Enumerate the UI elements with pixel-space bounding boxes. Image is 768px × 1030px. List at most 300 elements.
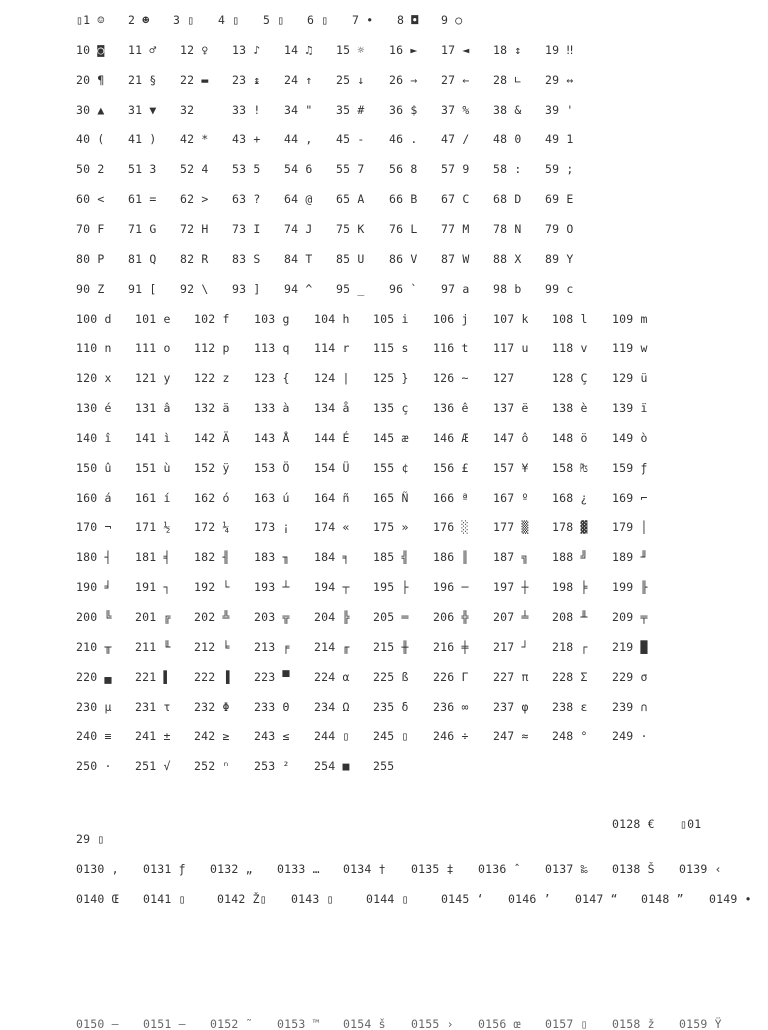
character-entry: 52 4 (180, 162, 209, 177)
character-entry: 162 ó (194, 490, 230, 505)
character-entry: 189 ╜ (612, 550, 648, 565)
character-entry: 157 ¥ (493, 460, 529, 475)
character-entry: 0138 Š (612, 862, 655, 876)
character-entry: 129 ü (612, 371, 648, 386)
character-entry: 108 l (552, 311, 588, 326)
clipped-bottom-row (0, 1016, 768, 1030)
character-entry: 71 G (128, 221, 157, 236)
ascii-row (0, 102, 768, 118)
character-entry: 207 ╧ (493, 610, 529, 624)
character-entry: 0132 „ (210, 862, 253, 876)
character-entry: 214 ╓ (314, 639, 350, 654)
character-entry: 38 & (493, 102, 522, 117)
character-entry: 241 ± (135, 729, 171, 744)
ascii-row (0, 161, 768, 177)
character-entry: 231 τ (135, 699, 171, 714)
character-entry: 89 Y (545, 251, 574, 266)
character-entry: 199 ╟ (612, 580, 648, 595)
character-entry: 0155 › (411, 1017, 454, 1030)
character-entry: 244 ▯ (314, 729, 350, 744)
character-entry: 216 ╪ (433, 639, 469, 654)
character-entry: 154 Ü (314, 460, 350, 475)
character-entry: 60 < (76, 192, 105, 207)
character-entry: 25 ↓ (336, 72, 365, 87)
character-entry: 0153 ™ (277, 1017, 320, 1030)
character-entry: 135 ç (373, 401, 409, 416)
character-entry: 144 É (314, 430, 350, 445)
ascii-row (0, 370, 768, 386)
ascii-row (0, 72, 768, 88)
character-entry: 15 ☼ (336, 42, 365, 57)
character-entry: 253 ² (254, 759, 290, 774)
character-entry: 139 ï (612, 401, 648, 416)
character-entry: 75 K (336, 221, 365, 236)
ansi-row (0, 861, 768, 877)
ascii-row (0, 639, 768, 655)
character-entry: 47 / (441, 132, 470, 147)
character-entry: 76 L (389, 221, 418, 236)
character-entry: 150 û (76, 460, 112, 475)
character-entry: 95 _ (336, 281, 365, 296)
character-entry: 254 ■ (314, 759, 350, 774)
character-entry: 8 ◘ (397, 13, 419, 27)
character-entry: 80 P (76, 251, 105, 266)
character-entry: 181 ╡ (135, 550, 171, 565)
character-entry: 140 î (76, 430, 112, 445)
character-entry: 113 q (254, 341, 290, 356)
character-entry: 0131 ƒ (143, 862, 186, 876)
character-entry: 240 ≡ (76, 729, 112, 744)
character-entry: 182 ╢ (194, 550, 230, 565)
character-entry: 249 · (612, 729, 648, 744)
character-entry: 0130 ‚ (76, 862, 119, 876)
ascii-row (0, 400, 768, 416)
character-entry: 13 ♪ (232, 42, 261, 57)
character-entry: 185 ╣ (373, 550, 409, 565)
character-entry: 186 ║ (433, 550, 469, 565)
character-entry: 0157 ▯ (545, 1017, 588, 1030)
character-entry: 0149 • (709, 892, 752, 906)
character-entry: 158 ₧ (552, 460, 588, 475)
character-entry: 4 ▯ (218, 13, 240, 27)
character-entry: 180 ┤ (76, 550, 112, 565)
character-entry: 173 ¡ (254, 520, 290, 535)
character-entry: 0145 ‘ (441, 892, 484, 906)
character-entry: 85 U (336, 251, 365, 266)
character-entry: 136 ê (433, 401, 469, 416)
character-entry: 81 Q (128, 251, 157, 266)
character-entry: ▯01 (680, 817, 702, 831)
character-entry: 86 V (389, 251, 418, 266)
character-entry: 0139 ‹ (679, 862, 722, 876)
character-entry: 45 - (336, 132, 365, 147)
character-entry: 137 ë (493, 401, 529, 416)
ascii-row (0, 669, 768, 685)
character-entry: 215 ╫ (373, 639, 409, 654)
character-entry: 175 » (373, 520, 409, 535)
character-entry: 197 ┼ (493, 580, 529, 595)
ascii-row (0, 549, 768, 565)
character-entry: 31 ▼ (128, 102, 157, 117)
character-entry: 121 y (135, 371, 171, 386)
character-entry: 200 ╚ (76, 610, 112, 624)
character-entry: 0144 ▯ (366, 892, 409, 906)
character-entry: 132 ä (194, 401, 230, 416)
character-entry: 206 ╬ (433, 610, 469, 624)
character-entry: 39 ' (545, 102, 574, 117)
character-entry: 74 J (284, 221, 313, 236)
character-entry: 64 @ (284, 192, 313, 207)
character-entry: 0142 Ž▯ (217, 892, 267, 906)
character-entry: 255 (373, 759, 395, 774)
ascii-row (0, 42, 768, 58)
character-entry: 29 ▯ (76, 832, 105, 846)
character-entry: 0154 š (343, 1017, 386, 1030)
character-entry: 12 ♀ (180, 42, 209, 57)
character-entry: 100 d (76, 311, 112, 326)
character-entry: 42 * (180, 132, 209, 147)
character-entry: 58 : (493, 162, 522, 177)
character-entry: 145 æ (373, 430, 409, 445)
character-entry: 247 ≈ (493, 729, 529, 744)
character-entry: 26 → (389, 72, 418, 87)
ascii-row (0, 131, 768, 147)
character-entry: 22 ▬ (180, 72, 209, 87)
character-entry: 19 ‼ (545, 42, 574, 57)
character-entry: 93 ] (232, 281, 261, 296)
character-entry: 177 ▒ (493, 520, 529, 535)
character-entry: 105 i (373, 311, 409, 326)
character-entry: 111 o (135, 341, 171, 356)
character-entry: 53 5 (232, 162, 261, 177)
character-entry: 248 ° (552, 729, 588, 744)
character-entry: 78 N (493, 221, 522, 236)
character-entry: 194 ┬ (314, 580, 350, 595)
character-entry: 92 \ (180, 281, 209, 296)
ascii-row (0, 430, 768, 446)
character-entry: 44 , (284, 132, 313, 147)
character-entry: 179 │ (612, 520, 648, 535)
ascii-row (0, 460, 768, 476)
character-entry: ▯1 ☺ (76, 13, 105, 27)
character-entry: 17 ◄ (441, 42, 470, 57)
character-entry: 228 Σ (552, 669, 588, 684)
character-entry: 77 M (441, 221, 470, 236)
character-entry: 183 ╖ (254, 550, 290, 565)
character-entry: 201 ╔ (135, 610, 171, 624)
character-entry: 178 ▓ (552, 520, 588, 535)
ascii-row (0, 609, 768, 625)
character-entry: 40 ( (76, 132, 105, 147)
character-entry: 229 σ (612, 669, 648, 684)
character-entry: 61 = (128, 192, 157, 207)
character-entry: 192 └ (194, 580, 230, 595)
character-entry: 120 x (76, 371, 112, 386)
character-entry: 16 ► (389, 42, 418, 57)
character-entry: 104 h (314, 311, 350, 326)
character-entry: 96 ` (389, 281, 418, 296)
character-entry: 205 ═ (373, 610, 409, 624)
character-entry: 172 ¼ (194, 520, 230, 535)
character-entry: 218 ┌ (552, 639, 588, 654)
character-entry: 106 j (433, 311, 469, 326)
character-entry: 49 1 (545, 132, 574, 147)
ascii-row (0, 340, 768, 356)
character-entry: 196 ─ (433, 580, 469, 595)
character-entry: 59 ; (545, 162, 574, 177)
character-entry: 5 ▯ (263, 13, 285, 27)
character-entry: 219 █ (612, 639, 648, 654)
character-entry: 126 ~ (433, 371, 469, 386)
character-entry: 115 s (373, 341, 409, 356)
character-entry: 7 • (352, 13, 374, 27)
character-entry: 252 ⁿ (194, 759, 230, 774)
character-entry: 225 ß (373, 669, 409, 684)
character-entry: 0151 — (143, 1017, 186, 1030)
character-entry: 156 £ (433, 460, 469, 475)
character-entry: 43 + (232, 132, 261, 147)
character-entry: 237 φ (493, 699, 529, 714)
character-entry: 21 § (128, 72, 157, 87)
character-entry: 0128 € (612, 817, 655, 831)
character-entry: 9 ○ (441, 13, 463, 27)
character-entry: 0156 œ (478, 1017, 521, 1030)
character-entry: 208 ╨ (552, 610, 588, 624)
character-entry: 234 Ω (314, 699, 350, 714)
character-entry: 50 2 (76, 162, 105, 177)
character-entry: 72 H (180, 221, 209, 236)
character-entry: 204 ╠ (314, 610, 350, 624)
character-entry: 110 n (76, 341, 112, 356)
character-entry: 222 ▐ (194, 669, 230, 684)
character-entry: 55 7 (336, 162, 365, 177)
character-entry: 23 ↨ (232, 72, 261, 87)
ansi-row (0, 831, 768, 847)
character-entry: 0146 ’ (508, 892, 551, 906)
character-entry: 0141 ▯ (143, 892, 186, 906)
character-entry: 82 R (180, 251, 209, 266)
character-entry: 0159 Ÿ (679, 1017, 722, 1030)
character-entry: 203 ╦ (254, 610, 290, 624)
character-entry: 54 6 (284, 162, 313, 177)
character-entry: 83 S (232, 251, 261, 266)
character-entry: 14 ♫ (284, 42, 313, 57)
character-entry: 122 z (194, 371, 230, 386)
character-entry: 107 k (493, 311, 529, 326)
character-entry: 0143 ▯ (291, 892, 334, 906)
ascii-row (0, 758, 768, 774)
character-entry: 130 é (76, 401, 112, 416)
character-entry: 114 r (314, 341, 350, 356)
character-entry: 79 O (545, 221, 574, 236)
character-entry: 148 ö (552, 430, 588, 445)
character-entry: 97 a (441, 281, 470, 296)
ascii-row (0, 251, 768, 267)
character-entry: 193 ┴ (254, 580, 290, 595)
character-entry: 0134 † (343, 862, 386, 876)
character-entry: 163 ú (254, 490, 290, 505)
character-entry: 67 C (441, 192, 470, 207)
character-entry: 232 Φ (194, 699, 230, 714)
ascii-row (0, 490, 768, 506)
character-entry: 37 % (441, 102, 470, 117)
character-entry: 125 } (373, 371, 409, 386)
character-entry: 202 ╩ (194, 610, 230, 624)
character-entry: 116 t (433, 341, 469, 356)
character-entry: 101 e (135, 311, 171, 326)
character-entry: 220 ▄ (76, 669, 112, 684)
character-entry: 48 0 (493, 132, 522, 147)
character-entry: 168 ¿ (552, 490, 588, 505)
character-entry: 118 v (552, 341, 588, 356)
ansi-row (0, 891, 768, 907)
character-entry: 167 º (493, 490, 529, 505)
character-entry: 68 D (493, 192, 522, 207)
character-entry: 226 Γ (433, 669, 469, 684)
character-entry: 0147 “ (575, 892, 618, 906)
character-entry: 161 í (135, 490, 171, 505)
ascii-row (0, 579, 768, 595)
character-entry: 235 δ (373, 699, 409, 714)
character-entry: 56 8 (389, 162, 418, 177)
character-entry: 62 > (180, 192, 209, 207)
character-entry: 239 ∩ (612, 699, 648, 714)
ascii-row (0, 281, 768, 297)
character-entry: 20 ¶ (76, 72, 105, 87)
character-entry: 242 ≥ (194, 729, 230, 744)
character-entry: 65 A (336, 192, 365, 207)
character-entry: 245 ▯ (373, 729, 409, 744)
character-entry: 211 ╙ (135, 639, 171, 654)
character-entry: 184 ╕ (314, 550, 350, 565)
character-entry: 195 ├ (373, 580, 409, 595)
character-entry: 221 ▌ (135, 669, 171, 684)
character-entry: 134 å (314, 401, 350, 416)
character-entry: 27 ← (441, 72, 470, 87)
character-entry: 138 è (552, 401, 588, 416)
character-entry: 127 (493, 371, 515, 386)
ascii-row (0, 699, 768, 715)
character-entry: 103 g (254, 311, 290, 326)
character-entry: 87 W (441, 251, 470, 266)
character-entry: 190 ╛ (76, 580, 112, 595)
character-entry: 217 ┘ (493, 639, 529, 654)
character-entry: 35 # (336, 102, 365, 117)
character-entry: 224 α (314, 669, 350, 684)
character-entry: 34 " (284, 102, 313, 117)
character-entry: 63 ? (232, 192, 261, 207)
character-entry: 90 Z (76, 281, 105, 296)
character-entry: 160 á (76, 490, 112, 505)
character-entry: 0137 ‰ (545, 862, 588, 876)
character-entry: 169 ⌐ (612, 490, 648, 505)
character-entry: 41 ) (128, 132, 157, 147)
character-entry: 236 ∞ (433, 699, 469, 714)
character-entry: 0152 ˜ (210, 1017, 253, 1030)
character-entry: 227 π (493, 669, 529, 684)
character-entry: 123 { (254, 371, 290, 386)
ascii-row (0, 519, 768, 535)
character-entry: 124 | (314, 371, 350, 386)
character-entry: 128 Ç (552, 371, 588, 386)
character-entry: 88 X (493, 251, 522, 266)
character-entry: 165 Ñ (373, 490, 409, 505)
character-entry: 91 [ (128, 281, 157, 296)
character-entry: 143 Å (254, 430, 290, 445)
character-entry: 32 (180, 102, 195, 117)
character-entry: 98 b (493, 281, 522, 296)
character-entry: 18 ↕ (493, 42, 522, 57)
character-entry: 0133 … (277, 862, 320, 876)
character-entry: 33 ! (232, 102, 261, 117)
ascii-row (0, 221, 768, 237)
character-entry: 131 â (135, 401, 171, 416)
character-entry: 213 ╒ (254, 639, 290, 654)
character-entry: 94 ^ (284, 281, 313, 296)
character-entry: 46 . (389, 132, 418, 147)
character-entry: 146 Æ (433, 430, 469, 445)
character-entry: 102 f (194, 311, 230, 326)
character-entry: 176 ░ (433, 520, 469, 535)
character-entry: 198 ╞ (552, 580, 588, 595)
character-entry: 51 3 (128, 162, 157, 177)
ascii-row (0, 12, 768, 28)
character-entry: 153 Ö (254, 460, 290, 475)
character-entry: 0136 ˆ (478, 862, 521, 876)
character-entry: 0158 ž (612, 1017, 655, 1030)
character-entry: 36 $ (389, 102, 418, 117)
character-entry: 2 ☻ (128, 13, 150, 27)
character-entry: 164 ñ (314, 490, 350, 505)
character-entry: 3 ▯ (173, 13, 195, 27)
ansi-row (0, 816, 768, 832)
character-entry: 209 ╤ (612, 610, 648, 624)
character-entry: 29 ↔ (545, 72, 574, 87)
character-entry: 250 · (76, 759, 112, 774)
character-entry: 152 ÿ (194, 460, 230, 475)
character-entry: 191 ┐ (135, 580, 171, 595)
character-entry: 188 ╝ (552, 550, 588, 565)
character-entry: 243 ≤ (254, 729, 290, 744)
character-entry: 187 ╗ (493, 550, 529, 565)
ascii-row (0, 311, 768, 327)
character-entry: 141 ì (135, 430, 171, 445)
character-entry: 10 ◙ (76, 42, 105, 57)
character-entry: 133 à (254, 401, 290, 416)
character-entry: 159 ƒ (612, 460, 648, 475)
character-entry: 70 F (76, 221, 105, 236)
character-entry: 223 ▀ (254, 669, 290, 684)
character-entry: 171 ½ (135, 520, 171, 535)
character-entry: 66 B (389, 192, 418, 207)
character-entry: 57 9 (441, 162, 470, 177)
character-entry: 251 √ (135, 759, 171, 774)
character-entry: 0140 Œ (76, 892, 119, 906)
character-entry: 149 ò (612, 430, 648, 445)
character-entry: 170 ¬ (76, 520, 112, 535)
character-entry: 112 p (194, 341, 230, 356)
character-entry: 11 ♂ (128, 42, 157, 57)
character-entry: 30 ▲ (76, 102, 105, 117)
character-entry: 166 ª (433, 490, 469, 505)
ascii-row (0, 728, 768, 744)
character-entry: 109 m (612, 311, 648, 326)
character-entry: 142 Ä (194, 430, 230, 445)
character-entry: 233 Θ (254, 699, 290, 714)
character-entry: 155 ¢ (373, 460, 409, 475)
character-entry: 119 w (612, 341, 648, 356)
character-entry: 84 T (284, 251, 313, 266)
